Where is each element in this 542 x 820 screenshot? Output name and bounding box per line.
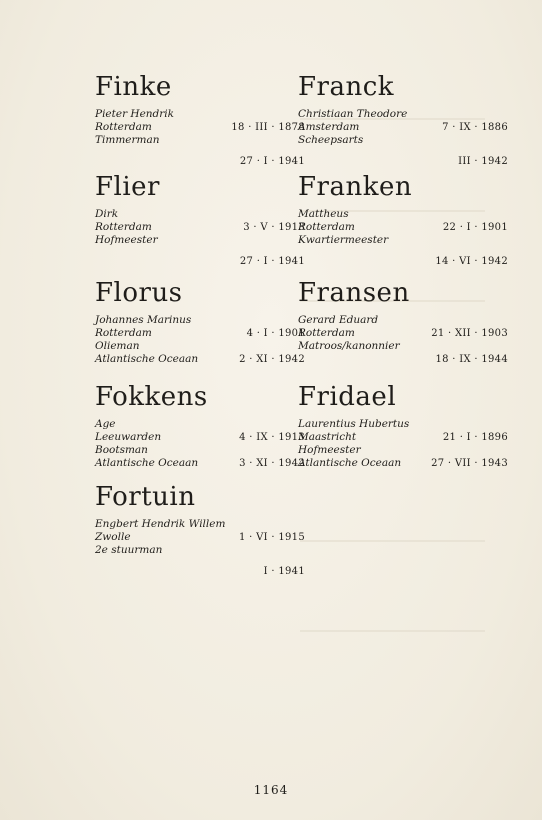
surname: Finke [95, 72, 172, 102]
death-date: 27 · VII · 1943 [431, 458, 508, 469]
occupation: Kwartiermeester [298, 234, 389, 246]
entry-florus [95, 278, 305, 366]
surname: Florus [95, 278, 183, 308]
given-names: Laurentius Hubertus [298, 418, 410, 430]
occupation: Olieman [95, 340, 140, 352]
death-place: Atlantische Oceaan [298, 457, 402, 469]
surname: Flier [95, 172, 160, 202]
birthplace: Rotterdam [298, 221, 355, 233]
given-names: Johannes Marinus [95, 314, 192, 326]
given-names: Mattheus [298, 208, 349, 220]
birthplace: Zwolle [95, 531, 131, 543]
birth-line [298, 327, 508, 340]
given-names: Christiaan Theodore [298, 108, 408, 120]
occupation: Scheepsarts [298, 134, 364, 146]
birth-line [298, 221, 508, 234]
given-names: Gerard Eduard [298, 314, 379, 326]
death-line [95, 155, 305, 168]
birth-date: 1 · VI · 1915 [239, 532, 305, 543]
bleed-through-decoration [300, 540, 485, 542]
death-date: 3 · XI · 1942 [239, 458, 305, 469]
entry-fridael [298, 382, 508, 470]
death-line [95, 565, 305, 578]
occupation: Hofmeester [298, 444, 361, 456]
given-names: Pieter Hendrik [95, 108, 175, 120]
death-date: 27 · I · 1941 [239, 156, 305, 167]
birthplace: Maastricht [298, 431, 357, 443]
occupation: Hofmeester [95, 234, 158, 246]
entry-fransen [298, 278, 508, 366]
birth-date: 4 · I · 1901 [246, 328, 305, 339]
death-line [298, 155, 508, 168]
occupation: Matroos/kanonnier [298, 340, 400, 352]
given-names: Engbert Hendrik Willem [95, 518, 226, 530]
given-names: Dirk [95, 208, 119, 220]
surname: Franck [298, 72, 395, 102]
death-date: 27 · I · 1941 [239, 256, 305, 267]
birthplace: Rotterdam [95, 121, 152, 133]
death-date: I · 1941 [263, 566, 305, 577]
death-line [298, 353, 508, 366]
surname: Fridael [298, 382, 397, 412]
page-number: 1164 [253, 783, 289, 797]
birth-date: 21 · XII · 1903 [431, 328, 508, 339]
birth-date: 7 · IX · 1886 [442, 122, 508, 133]
birth-line [298, 121, 508, 134]
death-line [95, 255, 305, 268]
entry-flier [95, 172, 305, 268]
birthplace: Rotterdam [95, 221, 152, 233]
death-date: III · 1942 [458, 156, 508, 167]
birth-date: 4 · IX · 1913 [239, 432, 305, 443]
death-place: Atlantische Oceaan [95, 353, 199, 365]
surname: Franken [298, 172, 413, 202]
birth-line [95, 531, 305, 544]
surname: Fokkens [95, 382, 208, 412]
birth-line [95, 327, 305, 340]
birth-date: 18 · III · 1878 [231, 122, 305, 133]
death-date: 18 · IX · 1944 [435, 354, 508, 365]
entry-fortuin [95, 482, 305, 578]
entry-franken [298, 172, 508, 268]
death-date: 14 · VI · 1942 [435, 256, 508, 267]
entry-fokkens [95, 382, 305, 470]
birth-date: 22 · I · 1901 [442, 222, 508, 233]
birth-line [95, 431, 305, 444]
birth-line [298, 431, 508, 444]
birthplace: Leeuwarden [95, 431, 162, 443]
birth-line [95, 221, 305, 234]
death-line [298, 457, 508, 470]
birthplace: Rotterdam [298, 327, 355, 339]
given-names: Age [95, 418, 116, 430]
entry-finke [95, 72, 305, 168]
death-line [95, 457, 305, 470]
occupation: Timmerman [95, 134, 160, 146]
death-line [95, 353, 305, 366]
birthplace: Amsterdam [298, 121, 360, 133]
occupation: Bootsman [95, 444, 148, 456]
death-date: 2 · XI · 1942 [239, 354, 305, 365]
birth-date: 21 · I · 1896 [442, 432, 508, 443]
death-line [298, 255, 508, 268]
death-place: Atlantische Oceaan [95, 457, 199, 469]
birth-date: 3 · V · 1913 [243, 222, 305, 233]
birthplace: Rotterdam [95, 327, 152, 339]
occupation: 2e stuurman [95, 544, 163, 556]
surname: Fransen [298, 278, 410, 308]
entry-franck [298, 72, 508, 168]
surname: Fortuin [95, 482, 196, 512]
birth-line [95, 121, 305, 134]
bleed-through-decoration [300, 630, 485, 632]
